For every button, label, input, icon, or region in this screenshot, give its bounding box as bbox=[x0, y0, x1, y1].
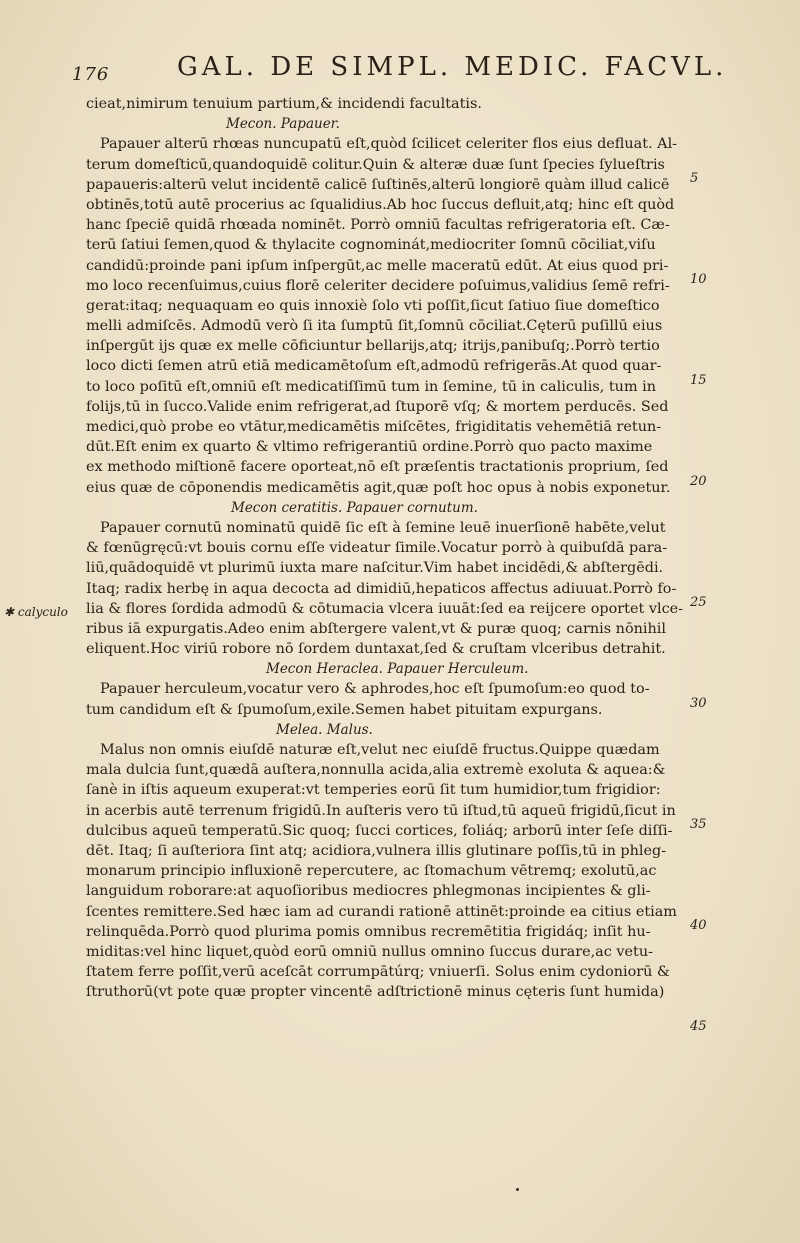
text-line: dūt.Eſt enim ex quarto & vltimo refrigerantiū ordine.Porrò quo pacto maxime bbox=[86, 439, 653, 456]
text-line: eliquent.Hoc viriū robore nō ſordem duntaxat,ſed & cruſtam vlceribus detrahit. bbox=[86, 641, 666, 658]
page-number: 176 bbox=[72, 64, 110, 85]
line-number: 5 bbox=[690, 171, 699, 186]
text-line: in acerbis autē terrenum frigidū.In auſteris vero tū iſtud,tū aqueū frigidū,ſicut in bbox=[86, 802, 676, 819]
text-line: lia & flores ſordida admodū & cōtumacia vlcera iuuāt:ſed ea reijcere oportet vlce- bbox=[86, 600, 684, 617]
line-number: 40 bbox=[690, 918, 707, 933]
text-line: terum domeſticū,quandoquidē colitur.Quin & alteræ duæ ſunt ſpecies ſylueſtris bbox=[86, 156, 665, 173]
text-line: folijs,tū in ſucco.Valide enim refrigerat,ad ſtuporē vſq; & mortem perducēs. Sed bbox=[86, 398, 669, 415]
text-line: dēt. Itaq; ſi auſteriora ſint atq; acidiora,vulnera illis glutinare poſſis,tū in phleg- bbox=[86, 842, 667, 859]
text-line: eius quæ de cōponendis medicamētis agit,quæ poſt hoc opus à nobis exponetur. bbox=[86, 479, 671, 496]
text-line: mala dulcia ſunt,quædā auſtera,nonnulla acida,alia extremè exoluta & aquea:& bbox=[86, 762, 666, 779]
section-heading: Melea. Malus. bbox=[276, 721, 373, 738]
text-line: loco dicti ſemen atrū etiā medicamētoſum eſt,admodū refrigerās.At quod quar- bbox=[86, 358, 662, 375]
text-line: papaueris:alterū velut incidentē calicē ſuſtinēs,alterū longiorē quàm illud calicē bbox=[86, 176, 670, 193]
section-heading: Mecon ceratitis. Papauer cornutum. bbox=[231, 499, 478, 516]
text-line: ſanè in iſtis aqueum exuperat:vt temperies eorū ſit tum humidior,tum frigidior: bbox=[86, 782, 661, 799]
text-line: dulcibus aqueū temperatū.Sic quoq; ſucci cortices, foliáq; arborū inter ſeſe diſſi- bbox=[86, 822, 673, 839]
text-line: gerat:itaq; nequaquam eo quis innoxiè ſolo vti poſſit,ſicut ſatiuo ſiue domeſtico bbox=[86, 297, 660, 314]
text-line: liū,quādoquidē vt plurimū iuxta mare naſcitur.Vim habet incidēdi,& abſtergēdi. bbox=[86, 560, 664, 577]
text-line: monarum principio influxionē repercutere, ac ſtomachum vētremq; exolutū,ac bbox=[86, 863, 657, 880]
line-number: 10 bbox=[690, 272, 707, 287]
line-number: 20 bbox=[690, 474, 707, 489]
text-line: relinquēda.Porrò quod plurima pomis omnibus recremētitia frigidáq; inſit hu- bbox=[86, 923, 651, 940]
line-number: 25 bbox=[690, 595, 707, 610]
text-line: tum candidum eſt & ſpumoſum,exile.Semen habet pituitam expurgans. bbox=[86, 701, 603, 718]
line-number: 15 bbox=[690, 373, 707, 388]
text-line: Papauer herculeum,vocatur vero & aphrodes,hoc eſt ſpumoſum:eo quod to- bbox=[100, 681, 650, 698]
text-line: ex methodo miſtionē facere oporteat,nō eſt præſentis tractationis proprium, ſed bbox=[86, 459, 669, 476]
text-line: Malus non omnis eiuſdē naturæ eſt,velut nec eiuſdē fructus.Quippe quædam bbox=[100, 742, 660, 758]
text-line: Papauer cornutū nominatū quidē ſic eſt à ſemine leuē inuerſionē habēte,velut bbox=[100, 519, 666, 536]
text-line: & fœnūgręcū:vt bouis cornu eſſe videatur ſimile.Vocatur porrò à quibuſdā para- bbox=[86, 540, 668, 557]
text-line: Papauer alterū rhœas nuncupatū eſt,quòd ſcilicet celeriter flos eius defluat. Al- bbox=[100, 136, 678, 153]
section-heading: Mecon Heraclea. Papauer Herculeum. bbox=[266, 661, 529, 678]
text-line: miditas:vel hinc liquet,quòd eorū omniū nullus omnino ſuccus durare,ac vetu- bbox=[86, 943, 653, 960]
text-line: to loco poſitū eſt,omniū eſt medicatiſſimū tum in ſemine, tū in caliculis, tum in bbox=[86, 378, 657, 395]
text-line: candidū:proinde pani ipſum inſpergūt,ac melle maceratū edūt. At eius quod pri- bbox=[86, 257, 669, 274]
text-block bbox=[86, 94, 756, 1023]
page-header bbox=[72, 48, 728, 88]
text-line: ſtatem ferre poſſit,verū aceſcāt corrumpātúrq; vniuerſi. Solus enim cydoniorū & bbox=[86, 964, 670, 981]
text-line: hanc ſpeciē quidā rhœada nominēt. Porrò omniū facultas refrigeratoria eſt. Cæ- bbox=[86, 217, 670, 234]
text-line bbox=[86, 1002, 756, 1022]
line-number: 35 bbox=[690, 817, 707, 832]
margin-note: ✱ calyculo bbox=[4, 605, 68, 619]
section-heading: Mecon. Papauer. bbox=[226, 116, 340, 133]
text-line: ſcentes remittere.Sed hæc iam ad curandi rationē attinēt:proinde ea citius etiam bbox=[86, 903, 677, 920]
text-line: medici,quò probe eo vtātur,medicamētis miſcētes, frigiditatis vehemētiā retun- bbox=[86, 419, 662, 435]
text-line: terū ſatiui ſemen,quod & thylacite cognominát,mediocriter ſomnū cōciliat,viſu bbox=[86, 237, 656, 254]
line-number: 45 bbox=[690, 1019, 707, 1034]
text-line: inſpergūt ijs quæ ex melle cōficiuntur bellarijs,atq; itrijs,panibuſq;.Porrò tertio bbox=[86, 338, 660, 355]
text-line: Itaq; radix herbę in aqua decocta ad dimidiū,hepaticos affectus adiuuat.Porrò fo- bbox=[86, 580, 677, 597]
line-number: 30 bbox=[690, 696, 707, 711]
text-line: languidum roborare:at aquoſioribus mediocres phlegmonas incipientes & gli- bbox=[86, 883, 651, 900]
text-line: cieat,nimirum tenuium partium,& incidendi facultatis. bbox=[86, 96, 482, 112]
text-line: ſtruthorū(vt pote quæ propter vincentē adſtrictionē minus cęteris ſunt humida) bbox=[86, 984, 665, 1001]
ink-dot bbox=[516, 1188, 519, 1191]
text-line: obtinēs,totū autē procerius ac ſqualidius.Ab hoc ſuccus defluit,atq; hinc eſt quòd bbox=[86, 196, 675, 213]
running-head: GAL. DE SIMPL. MEDIC. FACVL. bbox=[177, 52, 728, 82]
text-line: melli admiſcēs. Admodū verò ſi ita ſumptū ſit,ſomnū cōciliat.Cęterū puſillū eius bbox=[86, 318, 663, 335]
text-line: ribus iā expurgatis.Adeo enim abſtergere valent,vt & puræ quoq; carnis nōnihil bbox=[86, 620, 666, 637]
text-line: mo loco recenſuimus,cuius florē celeriter decidere poſuimus,validius ſemē refri- bbox=[86, 277, 670, 294]
